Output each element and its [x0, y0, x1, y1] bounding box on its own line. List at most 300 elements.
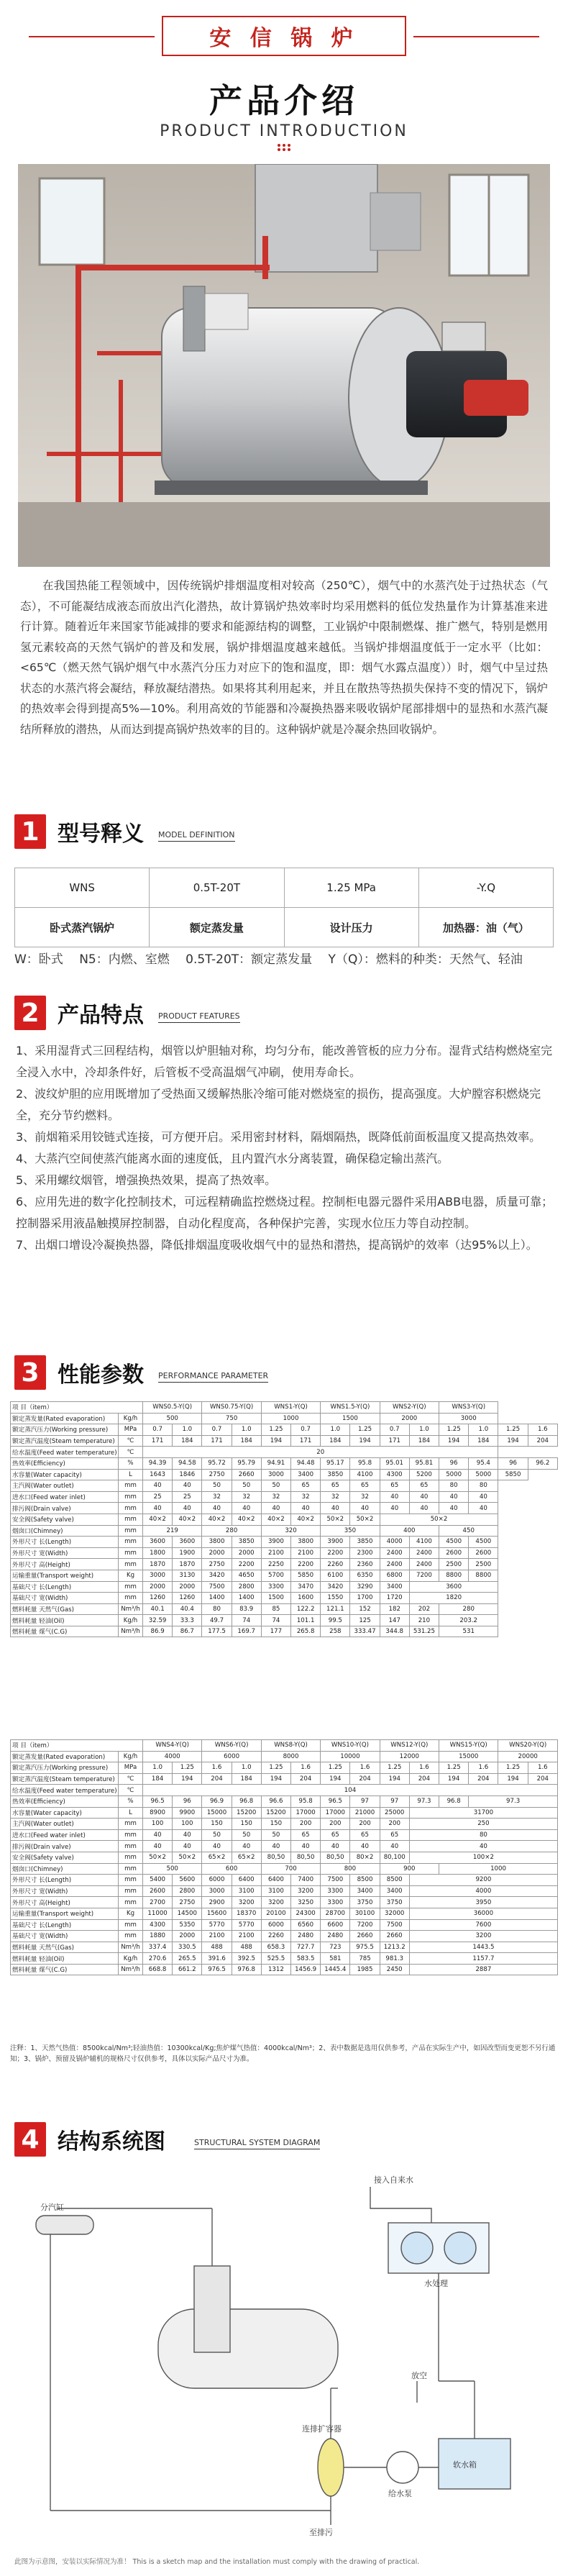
table-cell: mm — [119, 1559, 143, 1570]
table-cell: 40 — [380, 1491, 409, 1503]
table-cell: 6000 — [261, 1919, 290, 1931]
table-cell: 1.6 — [291, 1762, 321, 1774]
table-cell: 80,50 — [261, 1852, 290, 1863]
table-cell: 32.59 — [143, 1615, 173, 1626]
table-cell: 40 — [173, 1841, 202, 1852]
table-cell: 额定蒸发量(Rated evaporation) — [11, 1413, 119, 1424]
table-cell: mm — [119, 1841, 143, 1852]
table-row — [11, 1773, 558, 1785]
table-cell: 1.25 — [439, 1424, 469, 1436]
table-cell: 204 — [528, 1773, 557, 1785]
table-cell: 177.5 — [202, 1626, 232, 1637]
table-cell: 1.0 — [409, 1424, 439, 1436]
table-cell: 65 — [321, 1829, 350, 1841]
table-cell: 40 — [439, 1491, 469, 1503]
table-cell: 203.2 — [439, 1615, 498, 1626]
table-cell: 3000 — [202, 1885, 232, 1897]
table-cell: 安全阀(Safety valve) — [11, 1514, 119, 1525]
table-cell: mm — [119, 1480, 143, 1492]
table-cell: 31700 — [409, 1807, 557, 1819]
table-cell: mm — [119, 1885, 143, 1897]
table-cell: 1800 — [143, 1547, 173, 1559]
table-cell: 1400 — [232, 1593, 261, 1604]
table-cell: 40 — [173, 1480, 202, 1492]
table-cell: 80,50 — [291, 1852, 321, 1863]
table-cell: 1.6 — [202, 1762, 232, 1774]
table-cell: 2750 — [202, 1469, 232, 1480]
table-cell: 169.7 — [232, 1626, 261, 1637]
table-header-cell: WNS12-Y(Q) — [380, 1740, 439, 1752]
table-cell: 204 — [291, 1773, 321, 1785]
table-row — [11, 1469, 558, 1480]
table-cell: 204 — [409, 1773, 439, 1785]
diagram-label-tank: 软水箱 — [453, 2460, 477, 2470]
table-cell: 194 — [261, 1435, 290, 1447]
table-cell: 184 — [469, 1435, 498, 1447]
table-cell: 40×2 — [173, 1514, 202, 1525]
table-cell: 2600 — [439, 1547, 469, 1559]
table-cell: 40×2 — [143, 1514, 173, 1525]
table-cell: L — [119, 1469, 143, 1480]
table-cell: 392.5 — [232, 1953, 261, 1965]
section-subtitle: PRODUCT FEATURES — [158, 1011, 240, 1023]
table-cell: 96 — [498, 1457, 528, 1469]
table-cell: 2100 — [202, 1931, 232, 1942]
table-cell: 1.25 — [498, 1424, 528, 1436]
table-cell: 65×2 — [202, 1852, 232, 1863]
table-cell: 2000 — [380, 1413, 439, 1424]
table-cell: 50×2 — [321, 1514, 350, 1525]
table-cell: 3300 — [321, 1885, 350, 1897]
parameter-table-1 — [10, 1401, 558, 1637]
table-cell: 基础尺寸 长(Length) — [11, 1581, 119, 1593]
table-cell: 主汽阀(Water outlet) — [11, 1819, 119, 1830]
table-row — [11, 1503, 558, 1514]
feature-item: 7、出烟口增设冷凝换热器，降低排烟温度吸收烟气中的显热和潜热，提高锅炉的效率（达95%以上）。 — [16, 1238, 538, 1252]
table-cell: 40 — [143, 1829, 173, 1841]
section-model-definition — [14, 811, 554, 852]
table-cell: 燃料耗量 煤气(C.G) — [11, 1626, 119, 1637]
table-cell: mm — [119, 1581, 143, 1593]
table-cell: 40×2 — [261, 1514, 290, 1525]
table-cell: 1550 — [321, 1593, 350, 1604]
table-cell: 750 — [202, 1413, 261, 1424]
table-cell: 安全阀(Safety valve) — [11, 1852, 119, 1863]
table-cell: 3300 — [261, 1581, 290, 1593]
table-cell: 15600 — [202, 1908, 232, 1919]
table-header-cell: WNS20-Y(Q) — [498, 1740, 558, 1752]
table-cell: 5200 — [409, 1469, 439, 1480]
table-cell: 3300 — [321, 1897, 350, 1908]
table-row — [15, 868, 554, 908]
table-cell: 主汽阀(Water outlet) — [11, 1480, 119, 1492]
table-cell: 152 — [350, 1603, 380, 1615]
table-cell: 8800 — [439, 1570, 469, 1581]
table-cell: 3200 — [291, 1885, 321, 1897]
table-cell: 10000 — [321, 1751, 380, 1762]
table-cell: 94.39 — [143, 1457, 173, 1469]
table-cell: 额定蒸发量 — [150, 908, 284, 947]
table-cell: 进水口(Feed water inlet) — [11, 1829, 119, 1841]
table-cell: 4000 — [380, 1537, 409, 1548]
table-cell: 设计压力 — [284, 908, 418, 947]
table-cell: 36000 — [409, 1908, 557, 1919]
table-row — [11, 1480, 558, 1492]
table-cell: 182 — [380, 1603, 409, 1615]
table-cell: 210 — [409, 1615, 439, 1626]
table-cell: 7400 — [291, 1875, 321, 1886]
table-cell: ℃ — [119, 1435, 143, 1447]
table-cell: 4300 — [143, 1919, 173, 1931]
table-cell: 97 — [350, 1796, 380, 1807]
table-cell: 2450 — [380, 1964, 409, 1975]
table-cell: 排污阀(Drain valve) — [11, 1503, 119, 1514]
section-subtitle: STRUCTURAL SYSTEM DIAGRAM — [194, 2138, 320, 2149]
table-cell: 2100 — [261, 1547, 290, 1559]
table-cell: 1.0 — [232, 1762, 261, 1774]
table-cell: 981.3 — [380, 1953, 409, 1965]
system-diagram — [14, 2165, 554, 2539]
table-cell: 5770 — [232, 1919, 261, 1931]
table-cell: 1820 — [409, 1593, 498, 1604]
table-cell: 194 — [439, 1435, 469, 1447]
table-row — [11, 1919, 558, 1931]
table-cell: 1600 — [291, 1593, 321, 1604]
table-cell: 9200 — [409, 1875, 557, 1886]
table-cell: 194 — [173, 1773, 202, 1785]
model-note: W：卧式 N5：内燃、室燃 0.5T-20T：额定蒸发量 Y（Q）：燃料的种类：天然气、轻油 — [14, 952, 523, 967]
page-subtitle: PRODUCT INTRODUCTION — [160, 122, 408, 140]
table-cell: ℃ — [119, 1785, 143, 1796]
table-cell: 1846 — [173, 1469, 202, 1480]
table-cell: 外形尺寸 长(Length) — [11, 1875, 119, 1886]
table-cell: 燃料耗量 轻油(Oil) — [11, 1615, 119, 1626]
table-cell: 100×2 — [409, 1852, 557, 1863]
table-cell: 2100 — [291, 1547, 321, 1559]
table-cell: 500 — [143, 1413, 202, 1424]
table-cell: 3100 — [261, 1885, 290, 1897]
table-row — [11, 1447, 558, 1458]
table-cell: 204 — [350, 1773, 380, 1785]
table-cell: 25 — [173, 1491, 202, 1503]
table-cell: mm — [119, 1852, 143, 1863]
table-row — [11, 1841, 558, 1852]
table-header-cell: WNS6-Y(Q) — [202, 1740, 261, 1752]
table-cell: 1.25 MPa — [284, 868, 418, 908]
table-cell: 184 — [173, 1435, 202, 1447]
table-cell: mm — [119, 1919, 143, 1931]
table-cell: mm — [119, 1897, 143, 1908]
table-cell: 50×2 — [350, 1514, 380, 1525]
table-row — [11, 1570, 558, 1581]
table-cell: 30100 — [350, 1908, 380, 1919]
table-cell: 194 — [498, 1435, 528, 1447]
table-cell: 6560 — [291, 1919, 321, 1931]
table-cell: 5850 — [291, 1570, 321, 1581]
table-cell: 65 — [350, 1480, 380, 1492]
feature-list — [16, 1040, 554, 1256]
table-cell: 184 — [143, 1773, 173, 1785]
page-title: 产品介绍 — [209, 81, 359, 120]
table-cell: 280 — [439, 1603, 498, 1615]
table-cell: Kg/h — [119, 1953, 143, 1965]
table-cell: 2000 — [232, 1547, 261, 1559]
table-cell: 65 — [291, 1480, 321, 1492]
table-cell: Kg — [119, 1570, 143, 1581]
table-cell: 1312 — [261, 1964, 290, 1975]
table-cell: 2500 — [439, 1559, 469, 1570]
table-cell: 15200 — [232, 1807, 261, 1819]
table-cell: 727.7 — [291, 1942, 321, 1953]
table-cell: 96 — [439, 1457, 469, 1469]
table-cell: 50 — [261, 1480, 290, 1492]
table-cell: 1.6 — [409, 1762, 439, 1774]
table-cell: 3000 — [143, 1570, 173, 1581]
table-cell: 1.25 — [321, 1762, 350, 1774]
table-cell: % — [119, 1796, 143, 1807]
section-number: 4 — [14, 2122, 46, 2157]
table-row — [11, 1751, 558, 1762]
table-row — [11, 1547, 558, 1559]
table-cell: 6800 — [380, 1570, 409, 1581]
table-cell: L — [119, 1807, 143, 1819]
table-cell: 1400 — [202, 1593, 232, 1604]
table-cell: 95.72 — [202, 1457, 232, 1469]
table-row — [11, 1785, 558, 1796]
table-cell: 水容量(Water capacity) — [11, 1469, 119, 1480]
table-cell: 125 — [350, 1615, 380, 1626]
table-cell: 2250 — [261, 1559, 290, 1570]
table-cell: 1260 — [173, 1593, 202, 1604]
table-cell: 219 — [143, 1525, 202, 1537]
table-row — [11, 1762, 558, 1774]
diagram-label-pump: 给水泵 — [388, 2489, 412, 2498]
table-cell: 391.6 — [202, 1953, 232, 1965]
table-cell: 3850 — [350, 1537, 380, 1548]
table-cell: 7500 — [321, 1875, 350, 1886]
table-cell: 3470 — [291, 1581, 321, 1593]
table-cell: 104 — [143, 1785, 558, 1796]
table-cell: 200 — [380, 1819, 409, 1830]
table-cell: 74 — [261, 1615, 290, 1626]
table-row — [11, 1953, 558, 1965]
section-performance-parameter — [14, 1352, 554, 1393]
table-cell: 燃料耗量 天然气(Gas) — [11, 1603, 119, 1615]
table-cell: 3200 — [409, 1931, 557, 1942]
table-cell: 5400 — [143, 1875, 173, 1886]
table-cell: 4500 — [469, 1537, 498, 1548]
table-cell: 171 — [202, 1435, 232, 1447]
table-cell: 100 — [173, 1819, 202, 1830]
table-cell: 15000 — [439, 1751, 498, 1762]
table-cell: Kg/h — [119, 1413, 143, 1424]
table-cell: 1456.9 — [291, 1964, 321, 1975]
table-cell: 86.9 — [143, 1626, 173, 1637]
table-cell: 1900 — [173, 1547, 202, 1559]
table-cell: 燃料耗量 轻油(Oil) — [11, 1953, 119, 1965]
table-cell: 4300 — [380, 1469, 409, 1480]
table-cell: 6100 — [321, 1570, 350, 1581]
table-cell: 8500 — [380, 1875, 409, 1886]
table-cell: 3000 — [439, 1413, 498, 1424]
table-cell: 0.7 — [202, 1424, 232, 1436]
table-row — [11, 1807, 558, 1819]
table-cell: 80 — [409, 1829, 557, 1841]
table-cell: 80 — [202, 1603, 232, 1615]
table-cell: 94.91 — [261, 1457, 290, 1469]
table-cell: 1.25 — [173, 1762, 202, 1774]
table-cell: 700 — [261, 1863, 320, 1875]
table-cell: 202 — [409, 1603, 439, 1615]
table-cell: 600 — [202, 1863, 261, 1875]
table-cell: 3750 — [350, 1897, 380, 1908]
table-cell: 488 — [202, 1942, 232, 1953]
table-cell: WNS — [15, 868, 150, 908]
diagram-label-softener: 水处理 — [424, 2279, 448, 2288]
table-cell: 194 — [498, 1773, 528, 1785]
table-cell: 7200 — [409, 1570, 439, 1581]
table-cell: mm — [119, 1525, 143, 1537]
table-cell: 28700 — [321, 1908, 350, 1919]
table-cell: 976.8 — [232, 1964, 261, 1975]
feature-item: 3、前烟箱采用铰链式连接，可方便开启。采用密封材料，隔烟隔热，既降低前面板温度又提高热效率。 — [16, 1130, 541, 1144]
table-cell: 5600 — [173, 1875, 202, 1886]
table-cell: 96.8 — [232, 1796, 261, 1807]
table-cell: 2000 — [173, 1931, 202, 1942]
table-cell: 1.6 — [528, 1424, 557, 1436]
table-cell: 20000 — [498, 1751, 558, 1762]
table-header-cell: WNS1.5-Y(Q) — [321, 1402, 380, 1414]
table-cell: ℃ — [119, 1773, 143, 1785]
table-cell: 3950 — [409, 1897, 557, 1908]
table-row — [11, 1424, 558, 1436]
table-cell: 15000 — [202, 1807, 232, 1819]
table-cell: 80,50 — [321, 1852, 350, 1863]
table-cell: 烟囱口(Chimney) — [11, 1863, 119, 1875]
boiler-room-photo — [18, 164, 550, 567]
parameter-table-2 — [10, 1739, 558, 1975]
table-cell: 204 — [202, 1773, 232, 1785]
table-cell: 6350 — [350, 1570, 380, 1581]
table-cell: 80,100 — [380, 1852, 409, 1863]
table-cell: 7500 — [202, 1581, 232, 1593]
table-cell: 热效率(Efficiency) — [11, 1457, 119, 1469]
table-cell: 95.79 — [232, 1457, 261, 1469]
brand-divider-right — [413, 36, 539, 37]
table-cell: 32 — [261, 1491, 290, 1503]
table-cell: Nm³/h — [119, 1603, 143, 1615]
table-cell: 194 — [439, 1773, 469, 1785]
table-cell: 95.8 — [291, 1796, 321, 1807]
table-cell: 1445.4 — [321, 1964, 350, 1975]
table-cell: 50 — [202, 1829, 232, 1841]
table-cell: 86.7 — [173, 1626, 202, 1637]
table-cell: 65 — [321, 1480, 350, 1492]
table-cell: 40 — [380, 1841, 409, 1852]
table-cell: 3600 — [173, 1537, 202, 1548]
table-cell: 97 — [380, 1796, 409, 1807]
table-cell: 95.8 — [350, 1457, 380, 1469]
table-cell: 95.81 — [409, 1457, 439, 1469]
table-cell: 运输重量(Transport weight) — [11, 1908, 119, 1919]
table-cell: 50 — [232, 1480, 261, 1492]
table-cell: mm — [119, 1875, 143, 1886]
table-cell: 85 — [261, 1603, 290, 1615]
table-cell: 525.5 — [261, 1953, 290, 1965]
section-product-features — [14, 993, 554, 1033]
table-cell: 2660 — [380, 1931, 409, 1942]
table-cell: 194 — [380, 1773, 409, 1785]
table-header-cell: WNS3-Y(Q) — [439, 1402, 498, 1414]
table-cell: 6000 — [202, 1875, 232, 1886]
table-cell: 3400 — [380, 1885, 409, 1897]
section-number: 1 — [14, 814, 46, 849]
table-cell: 14500 — [173, 1908, 202, 1919]
table-header-cell: 项 目（item） — [11, 1740, 143, 1752]
table-cell: 333.47 — [350, 1626, 380, 1637]
table-cell: 2400 — [409, 1547, 439, 1559]
diagram-label-inlet: 接入自来水 — [374, 2175, 413, 2185]
diagram-label-vent: 放空 — [411, 2371, 427, 2380]
table-cell: 8800 — [469, 1570, 498, 1581]
table-cell: 337.4 — [143, 1942, 173, 1953]
table-cell: 65 — [380, 1480, 409, 1492]
table-cell: 水容量(Water capacity) — [11, 1807, 119, 1819]
table-cell: 1870 — [143, 1559, 173, 1570]
table-cell: 1870 — [173, 1559, 202, 1570]
table-header-row — [11, 1740, 558, 1752]
table-cell: 运输重量(Transport weight) — [11, 1570, 119, 1581]
table-cell: 3900 — [261, 1537, 290, 1548]
table-row — [15, 908, 554, 947]
table-cell: 100 — [143, 1819, 173, 1830]
table-row — [11, 1581, 558, 1593]
table-cell: 2660 — [350, 1931, 380, 1942]
table-cell: 18370 — [232, 1908, 261, 1919]
table-cell: 661.2 — [173, 1964, 202, 1975]
table-cell: 976.5 — [202, 1964, 232, 1975]
table-cell: 外形尺寸 宽(Width) — [11, 1547, 119, 1559]
table-cell: 50 — [261, 1829, 290, 1841]
table-cell: 500 — [143, 1863, 202, 1875]
table-cell: 4100 — [409, 1537, 439, 1548]
table-cell: 2260 — [321, 1559, 350, 1570]
table-cell: 40 — [350, 1841, 380, 1852]
table-cell: 32 — [202, 1491, 232, 1503]
table-cell: 1213.2 — [380, 1942, 409, 1953]
table-cell: 975.5 — [350, 1942, 380, 1953]
table-cell: 8000 — [261, 1751, 320, 1762]
table-cell: 40 — [350, 1503, 380, 1514]
table-cell: 121.1 — [321, 1603, 350, 1615]
table-cell: 5350 — [173, 1919, 202, 1931]
table-cell: 8900 — [143, 1807, 173, 1819]
table-cell: 668.8 — [143, 1964, 173, 1975]
table-cell: 2600 — [469, 1547, 498, 1559]
table-cell: 50 — [202, 1480, 232, 1492]
parameter-note: 注释：1、天然气热值：8500kcal/Nm³;轻油热值：10300kcal/Kg;焦炉煤气热值：4000kcal/Nm³；2、表中数据是选用仅供参考，产品在实际生产中，如因改型而变更恕不另行通知；3、锅炉、预留及锅炉辅机的规格尺寸仅供参考，具体以实际产品尺寸为准。 — [10, 2044, 556, 2063]
table-cell: 171 — [143, 1435, 173, 1447]
table-cell: 50×2 — [143, 1852, 173, 1863]
table-cell: 40 — [143, 1480, 173, 1492]
table-cell: 3750 — [380, 1897, 409, 1908]
table-cell: 3600 — [143, 1537, 173, 1548]
table-cell: 给水温度(Feed water temperature) — [11, 1785, 119, 1796]
table-cell: 32 — [232, 1491, 261, 1503]
table-cell: 排污阀(Drain valve) — [11, 1841, 119, 1852]
table-cell: 40 — [291, 1503, 321, 1514]
table-cell: 65 — [409, 1480, 439, 1492]
